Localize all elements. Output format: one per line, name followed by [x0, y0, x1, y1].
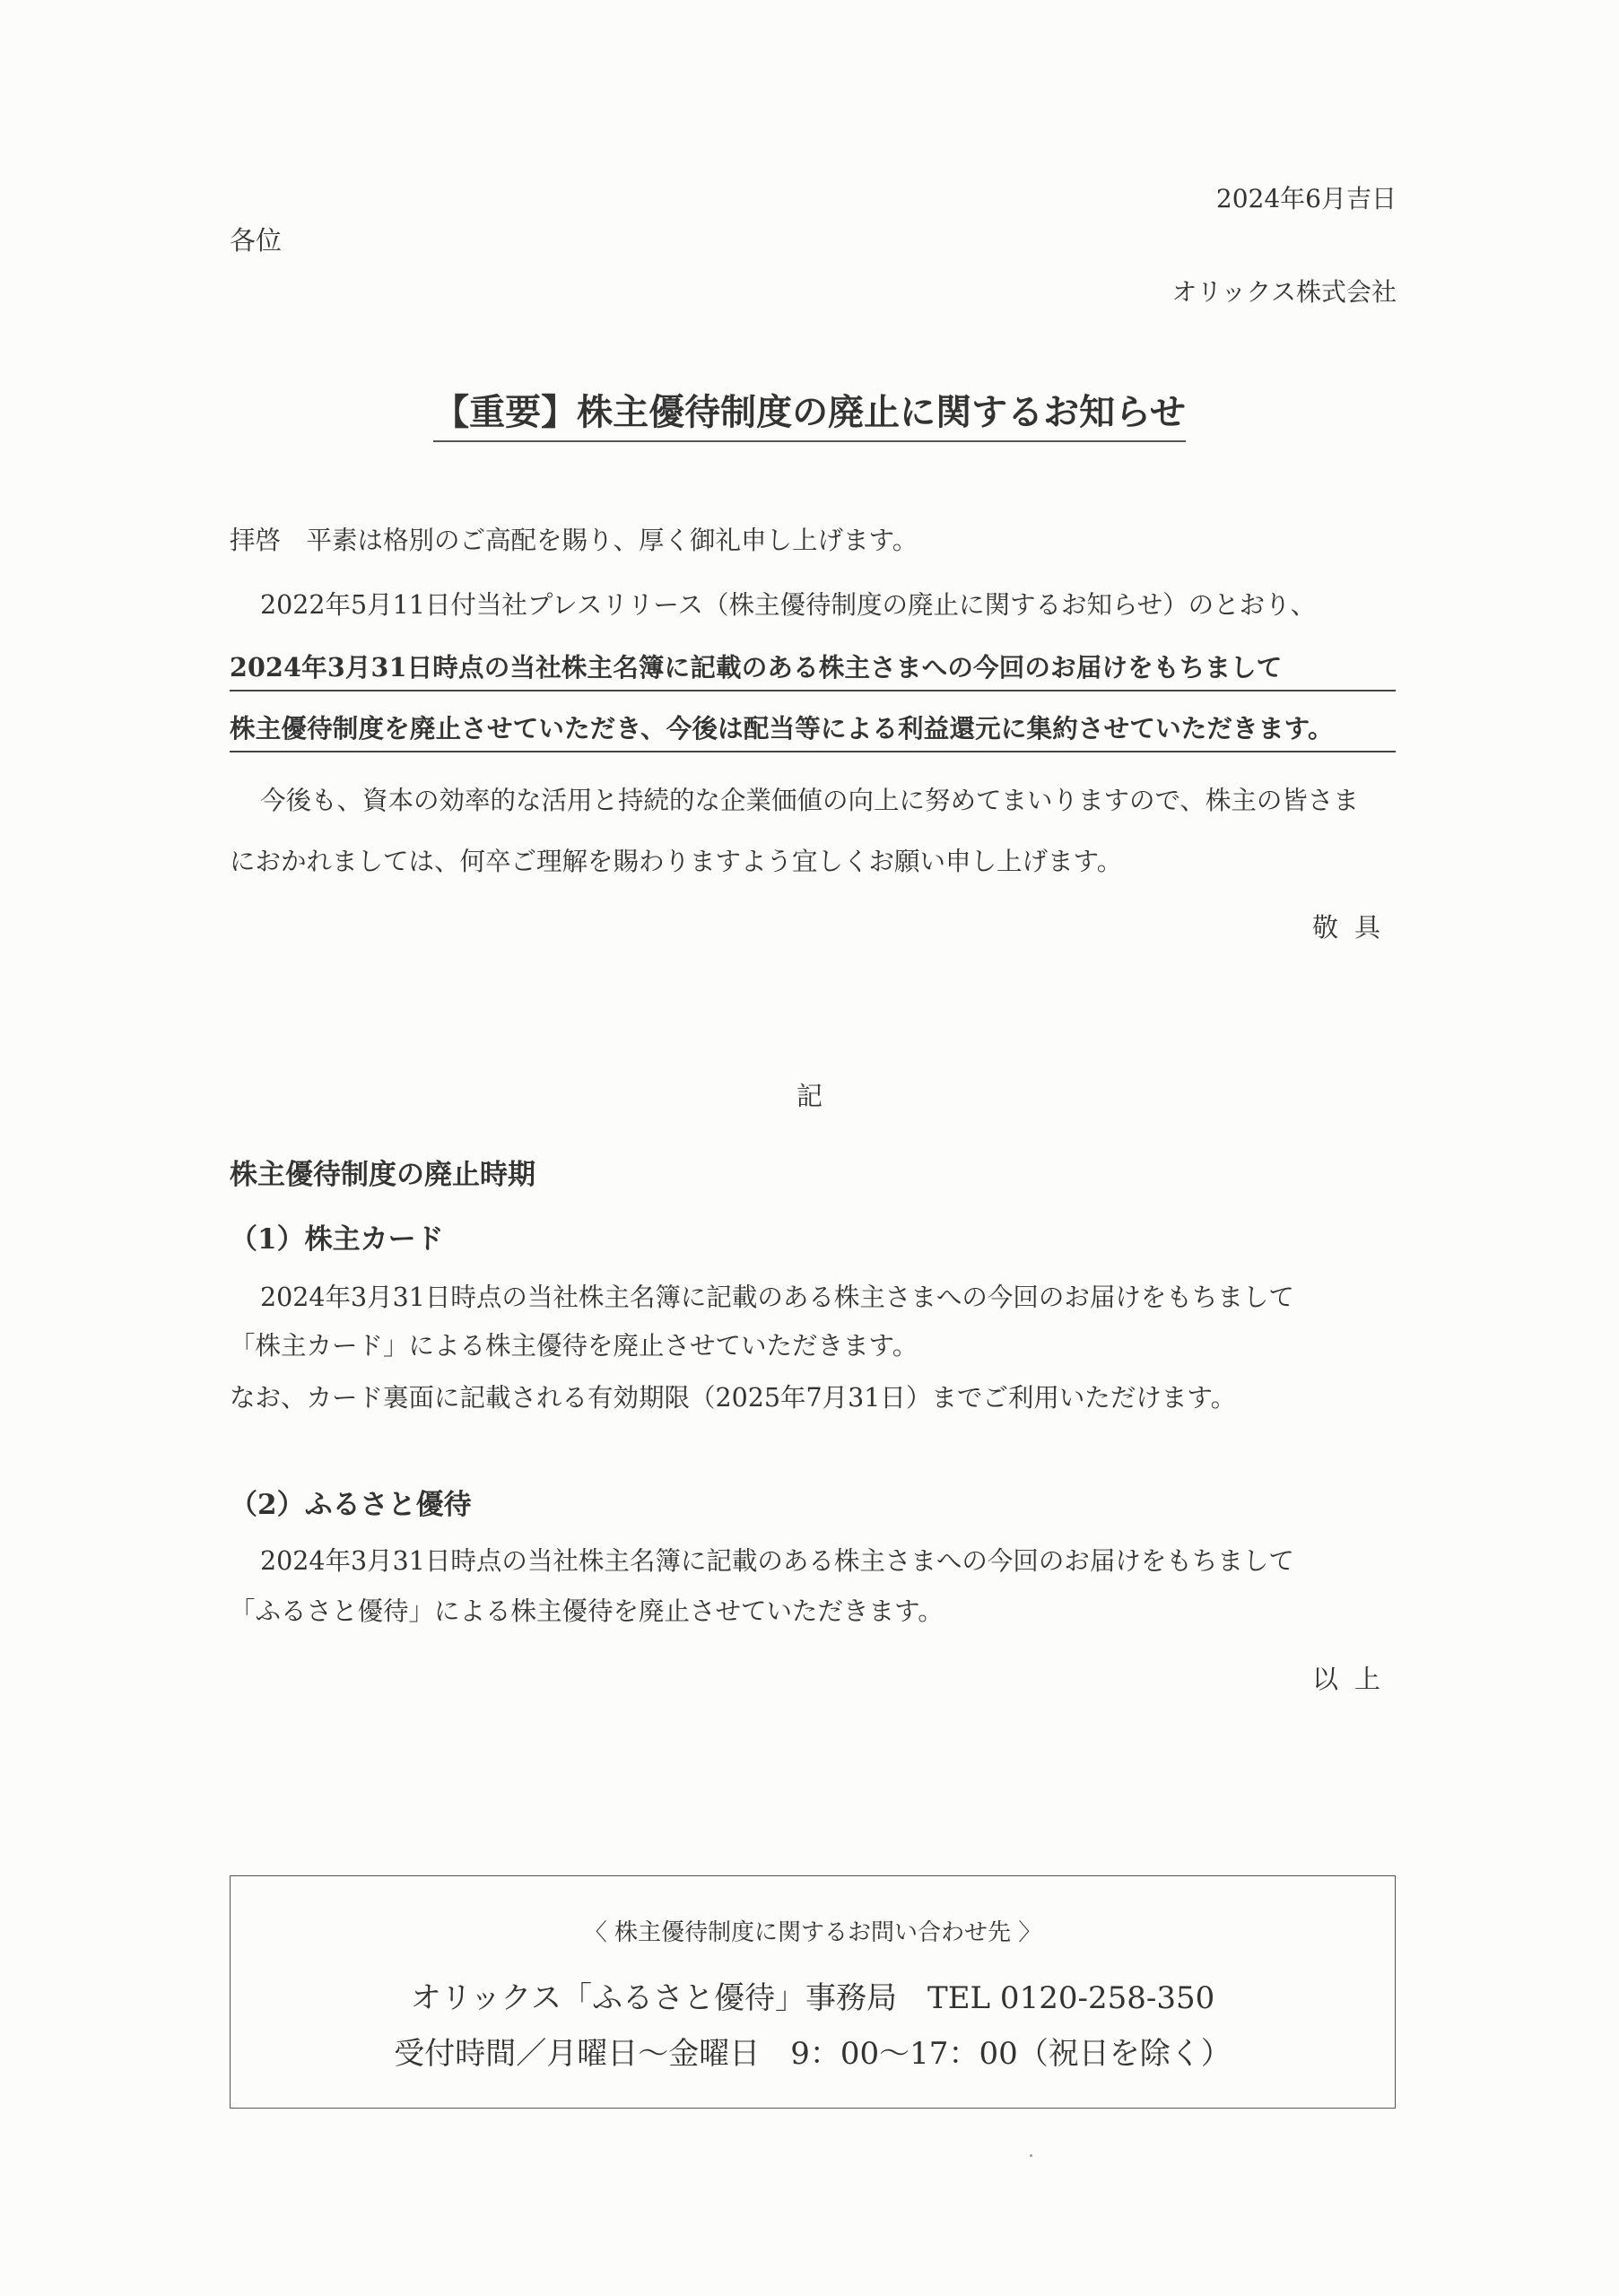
closing-salutation: 敬具 — [1311, 912, 1397, 943]
addressee: 各位 — [230, 225, 283, 256]
section-1-line-2: 「株主カード」による株主優待を廃止させていただきます。 — [230, 1331, 918, 1361]
paper-speck — [1030, 2154, 1032, 2157]
greeting-paragraph: 拝啓 平素は格別のご高配を賜り、厚く御礼申し上げます。 — [230, 526, 918, 555]
contact-hours: 受付時間／月曜日～金曜日 9：00～17：00（祝日を除く） — [394, 2036, 1232, 2072]
section-2-line-2: 「ふるさと優待」による株主優待を廃止させていただきます。 — [230, 1596, 944, 1626]
document-date: 2024年6月吉日 — [1215, 184, 1397, 213]
contact-heading: 〈 株主優待制度に関するお問い合わせ先 〉 — [583, 1919, 1042, 1946]
closing-paragraph-line-2: におかれましては、何卒ご理解を賜わりますよう宜しくお願い申し上げます。 — [230, 847, 1123, 876]
document-title-text: 【重要】株主優待制度の廃止に関するお知らせ — [433, 384, 1186, 442]
section-1-line-1: 2024年3月31日時点の当社株主名簿に記載のある株主さまへの今回のお届けをもちまして — [260, 1283, 1294, 1312]
section-1-title: （1）株主カード — [230, 1223, 444, 1256]
closing-paragraph-line-1: 今後も、資本の効率的な活用と持続的な企業価値の向上に努めてまいりますので、株主の皆さま — [260, 786, 1359, 815]
company-name: オリックス株式会社 — [1171, 277, 1397, 307]
ki-marker: 記 — [796, 1081, 823, 1111]
highlight-line-1: 2024年3月31日時点の当社株主名簿に記載のある株主さまへの今回のお届けをもちまして — [230, 648, 1396, 691]
section-1-line-3: なお、カード裏面に記載される有効期限（2025年7月31日）までご利用いただけます。 — [230, 1383, 1237, 1413]
press-release-paragraph: 2022年5月11日付当社プレスリリース（株主優待制度の廃止に関するお知らせ）のとおり、 — [260, 590, 1317, 620]
contact-box — [230, 1875, 1396, 2109]
end-marker: 以上 — [1311, 1664, 1397, 1694]
contact-office-phone: オリックス「ふるさと優待」事務局 TEL 0120-258-350 — [410, 1980, 1215, 2016]
section-2-title: （2）ふるさと優待 — [230, 1489, 472, 1521]
document-title — [0, 384, 1619, 442]
section-2-line-1: 2024年3月31日時点の当社株主名簿に記載のある株主さまへの今回のお届けをもちまして — [260, 1546, 1294, 1576]
highlight-line-2: 株主優待制度を廃止させていただき、今後は配当等による利益還元に集約させていただきます。 — [230, 709, 1396, 752]
details-heading: 株主優待制度の廃止時期 — [230, 1159, 535, 1191]
